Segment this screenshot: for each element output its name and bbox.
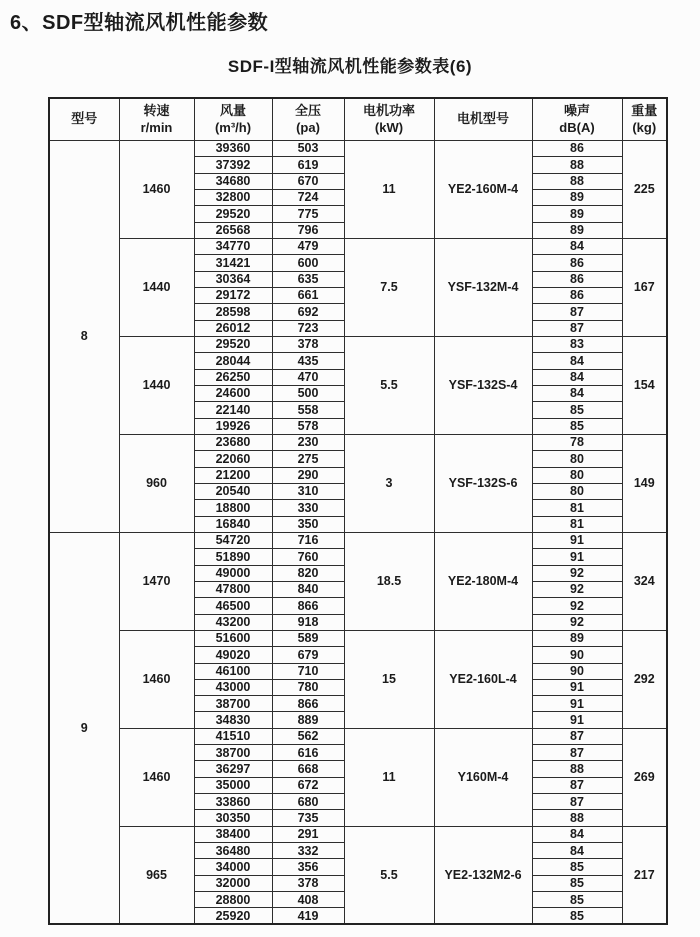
airflow-cell: 29520 [194, 336, 272, 352]
noise-cell: 92 [532, 581, 622, 597]
airflow-cell: 22140 [194, 402, 272, 418]
pressure-cell: 578 [272, 418, 344, 434]
noise-cell: 87 [532, 728, 622, 744]
noise-cell: 92 [532, 565, 622, 581]
airflow-cell: 46100 [194, 663, 272, 679]
weight-cell: 149 [622, 434, 667, 532]
noise-cell: 90 [532, 663, 622, 679]
noise-cell: 91 [532, 696, 622, 712]
motor-cell: YSF-132S-4 [434, 336, 532, 434]
airflow-cell: 18800 [194, 500, 272, 516]
pressure-cell: 435 [272, 353, 344, 369]
noise-cell: 92 [532, 614, 622, 630]
column-header-6: 噪声 dB(A) [532, 98, 622, 141]
table-row [49, 728, 667, 744]
pressure-cell: 356 [272, 859, 344, 875]
motor-cell: YE2-180M-4 [434, 532, 532, 630]
pressure-cell: 635 [272, 271, 344, 287]
speed-cell: 1440 [119, 238, 194, 336]
pressure-cell: 735 [272, 810, 344, 826]
pressure-cell: 661 [272, 287, 344, 303]
airflow-cell: 22060 [194, 451, 272, 467]
airflow-cell: 21200 [194, 467, 272, 483]
noise-cell: 87 [532, 304, 622, 320]
pressure-cell: 500 [272, 385, 344, 401]
weight-cell: 154 [622, 336, 667, 434]
noise-cell: 91 [532, 549, 622, 565]
speed-cell: 965 [119, 826, 194, 924]
noise-cell: 87 [532, 777, 622, 793]
airflow-cell: 51890 [194, 549, 272, 565]
airflow-cell: 54720 [194, 532, 272, 548]
pressure-cell: 840 [272, 581, 344, 597]
speed-cell: 1460 [119, 728, 194, 826]
airflow-cell: 49020 [194, 647, 272, 663]
table-row [49, 532, 667, 548]
noise-cell: 89 [532, 206, 622, 222]
pressure-cell: 670 [272, 173, 344, 189]
airflow-cell: 35000 [194, 777, 272, 793]
airflow-cell: 26012 [194, 320, 272, 336]
pressure-cell: 672 [272, 777, 344, 793]
power-cell: 5.5 [344, 336, 434, 434]
pressure-cell: 724 [272, 189, 344, 205]
column-header-4: 电机功率 (kW) [344, 98, 434, 141]
airflow-cell: 19926 [194, 418, 272, 434]
speed-cell: 1470 [119, 532, 194, 630]
airflow-cell: 23680 [194, 434, 272, 450]
noise-cell: 92 [532, 598, 622, 614]
pressure-cell: 310 [272, 483, 344, 499]
pressure-cell: 589 [272, 630, 344, 646]
motor-cell: YE2-160M-4 [434, 141, 532, 239]
noise-cell: 85 [532, 908, 622, 924]
noise-cell: 89 [532, 189, 622, 205]
airflow-cell: 26250 [194, 369, 272, 385]
pressure-cell: 230 [272, 434, 344, 450]
pressure-cell: 332 [272, 843, 344, 859]
speed-cell: 1460 [119, 630, 194, 728]
noise-cell: 91 [532, 679, 622, 695]
column-header-5: 电机型号 [434, 98, 532, 141]
power-cell: 11 [344, 728, 434, 826]
noise-cell: 87 [532, 320, 622, 336]
pressure-cell: 775 [272, 206, 344, 222]
pressure-cell: 378 [272, 875, 344, 891]
airflow-cell: 34680 [194, 173, 272, 189]
pressure-cell: 616 [272, 745, 344, 761]
table-body [49, 141, 667, 925]
pressure-cell: 600 [272, 255, 344, 271]
airflow-cell: 43200 [194, 614, 272, 630]
airflow-cell: 51600 [194, 630, 272, 646]
airflow-cell: 28598 [194, 304, 272, 320]
noise-cell: 90 [532, 647, 622, 663]
noise-cell: 86 [532, 141, 622, 157]
column-header-1: 转速 r/min [119, 98, 194, 141]
power-cell: 7.5 [344, 238, 434, 336]
noise-cell: 89 [532, 630, 622, 646]
pressure-cell: 350 [272, 516, 344, 532]
weight-cell: 292 [622, 630, 667, 728]
pressure-cell: 291 [272, 826, 344, 842]
airflow-cell: 24600 [194, 385, 272, 401]
speed-cell: 1460 [119, 141, 194, 239]
pressure-cell: 716 [272, 532, 344, 548]
airflow-cell: 38700 [194, 745, 272, 761]
header-row [49, 98, 667, 141]
noise-cell: 84 [532, 353, 622, 369]
noise-cell: 87 [532, 745, 622, 761]
noise-cell: 83 [532, 336, 622, 352]
airflow-cell: 20540 [194, 483, 272, 499]
noise-cell: 84 [532, 238, 622, 254]
noise-cell: 80 [532, 467, 622, 483]
pressure-cell: 918 [272, 614, 344, 630]
airflow-cell: 32000 [194, 875, 272, 891]
airflow-cell: 34830 [194, 712, 272, 728]
airflow-cell: 34770 [194, 238, 272, 254]
pressure-cell: 796 [272, 222, 344, 238]
column-header-3: 全压 (pa) [272, 98, 344, 141]
pressure-cell: 780 [272, 679, 344, 695]
pressure-cell: 479 [272, 238, 344, 254]
table-row [49, 434, 667, 450]
pressure-cell: 562 [272, 728, 344, 744]
noise-cell: 84 [532, 843, 622, 859]
model-cell: 9 [49, 532, 119, 924]
pressure-cell: 680 [272, 794, 344, 810]
motor-cell: YSF-132S-6 [434, 434, 532, 532]
pressure-cell: 820 [272, 565, 344, 581]
airflow-cell: 30350 [194, 810, 272, 826]
model-cell: 8 [49, 141, 119, 533]
noise-cell: 88 [532, 761, 622, 777]
table-header [49, 98, 667, 141]
noise-cell: 91 [532, 532, 622, 548]
pressure-cell: 668 [272, 761, 344, 777]
airflow-cell: 28800 [194, 892, 272, 908]
airflow-cell: 49000 [194, 565, 272, 581]
pressure-cell: 710 [272, 663, 344, 679]
noise-cell: 84 [532, 369, 622, 385]
power-cell: 18.5 [344, 532, 434, 630]
table-row [49, 630, 667, 646]
column-header-7: 重量 (kg) [622, 98, 667, 141]
pressure-cell: 470 [272, 369, 344, 385]
noise-cell: 81 [532, 516, 622, 532]
airflow-cell: 30364 [194, 271, 272, 287]
airflow-cell: 31421 [194, 255, 272, 271]
noise-cell: 88 [532, 173, 622, 189]
pressure-cell: 378 [272, 336, 344, 352]
pressure-cell: 330 [272, 500, 344, 516]
motor-cell: Y160M-4 [434, 728, 532, 826]
noise-cell: 86 [532, 271, 622, 287]
pressure-cell: 866 [272, 696, 344, 712]
noise-cell: 84 [532, 826, 622, 842]
pressure-cell: 679 [272, 647, 344, 663]
power-cell: 5.5 [344, 826, 434, 924]
airflow-cell: 39360 [194, 141, 272, 157]
pressure-cell: 503 [272, 141, 344, 157]
pressure-cell: 419 [272, 908, 344, 924]
noise-cell: 78 [532, 434, 622, 450]
noise-cell: 80 [532, 451, 622, 467]
weight-cell: 269 [622, 728, 667, 826]
column-header-2: 风量 (m³/h) [194, 98, 272, 141]
noise-cell: 87 [532, 794, 622, 810]
pressure-cell: 290 [272, 467, 344, 483]
pressure-cell: 408 [272, 892, 344, 908]
noise-cell: 85 [532, 892, 622, 908]
weight-cell: 324 [622, 532, 667, 630]
airflow-cell: 47800 [194, 581, 272, 597]
pressure-cell: 275 [272, 451, 344, 467]
power-cell: 3 [344, 434, 434, 532]
weight-cell: 167 [622, 238, 667, 336]
table-row [49, 141, 667, 157]
airflow-cell: 28044 [194, 353, 272, 369]
speed-cell: 960 [119, 434, 194, 532]
table-row [49, 336, 667, 352]
pressure-cell: 723 [272, 320, 344, 336]
motor-cell: YSF-132M-4 [434, 238, 532, 336]
airflow-cell: 37392 [194, 157, 272, 173]
pressure-cell: 558 [272, 402, 344, 418]
pressure-cell: 692 [272, 304, 344, 320]
airflow-cell: 16840 [194, 516, 272, 532]
airflow-cell: 46500 [194, 598, 272, 614]
noise-cell: 80 [532, 483, 622, 499]
noise-cell: 89 [532, 222, 622, 238]
weight-cell: 225 [622, 141, 667, 239]
airflow-cell: 36297 [194, 761, 272, 777]
table-row [49, 238, 667, 254]
airflow-cell: 34000 [194, 859, 272, 875]
pressure-cell: 889 [272, 712, 344, 728]
noise-cell: 91 [532, 712, 622, 728]
airflow-cell: 38700 [194, 696, 272, 712]
noise-cell: 85 [532, 402, 622, 418]
page-title: 6、SDF型轴流风机性能参数 [10, 12, 269, 34]
airflow-cell: 26568 [194, 222, 272, 238]
noise-cell: 85 [532, 418, 622, 434]
airflow-cell: 29520 [194, 206, 272, 222]
noise-cell: 88 [532, 810, 622, 826]
pressure-cell: 619 [272, 157, 344, 173]
weight-cell: 217 [622, 826, 667, 924]
airflow-cell: 36480 [194, 843, 272, 859]
noise-cell: 86 [532, 255, 622, 271]
noise-cell: 81 [532, 500, 622, 516]
airflow-cell: 33860 [194, 794, 272, 810]
noise-cell: 84 [532, 385, 622, 401]
airflow-cell: 29172 [194, 287, 272, 303]
pressure-cell: 760 [272, 549, 344, 565]
power-cell: 11 [344, 141, 434, 239]
noise-cell: 85 [532, 859, 622, 875]
motor-cell: YE2-160L-4 [434, 630, 532, 728]
noise-cell: 88 [532, 157, 622, 173]
table-title: SDF-I型轴流风机性能参数表(6) [227, 57, 473, 76]
table-row [49, 826, 667, 842]
airflow-cell: 25920 [194, 908, 272, 924]
airflow-cell: 38400 [194, 826, 272, 842]
column-header-0: 型号 [49, 98, 119, 141]
airflow-cell: 41510 [194, 728, 272, 744]
performance-table [48, 97, 668, 925]
speed-cell: 1440 [119, 336, 194, 434]
motor-cell: YE2-132M2-6 [434, 826, 532, 924]
noise-cell: 85 [532, 875, 622, 891]
pressure-cell: 866 [272, 598, 344, 614]
noise-cell: 86 [532, 287, 622, 303]
power-cell: 15 [344, 630, 434, 728]
airflow-cell: 32800 [194, 189, 272, 205]
airflow-cell: 43000 [194, 679, 272, 695]
